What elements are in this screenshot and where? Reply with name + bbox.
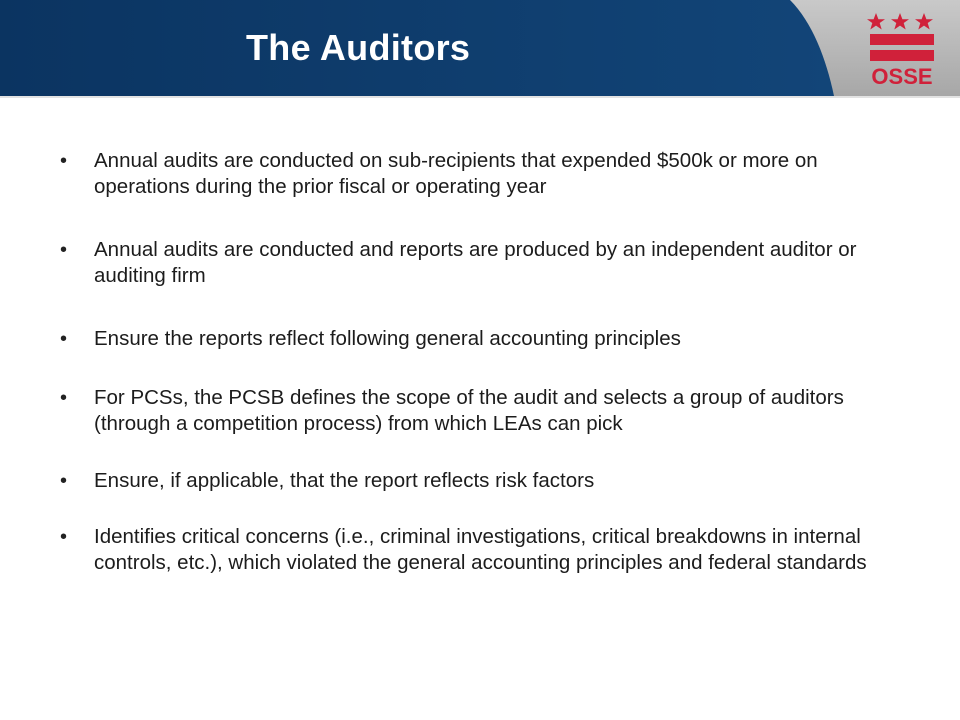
bullet-item <box>60 468 920 494</box>
bullet-item <box>60 385 920 437</box>
bullet-text: Annual audits are conducted and reports are produced by an independent auditor or auditing firm <box>94 238 857 287</box>
bullet-text: Ensure the reports reflect following general accounting principles <box>94 327 681 350</box>
logo-bar <box>870 34 934 45</box>
bullet-dot-icon: • <box>60 387 68 409</box>
bullet-item <box>60 326 920 352</box>
logo-text: OSSE <box>871 64 933 89</box>
logo-star-icon <box>915 13 933 30</box>
logo-bar <box>870 50 934 61</box>
header-banner <box>0 0 960 110</box>
bullet-text: For PCSs, the PCSB defines the scope of the audit and selects a group of auditors (through a competition process) from which LEAs can pick <box>94 386 844 435</box>
bullet-text: Annual audits are conducted on sub-recipients that expended $500k or more on operations during the prior fiscal or operating year <box>94 149 818 198</box>
logo-star-icon <box>891 13 909 30</box>
bullet-item <box>60 148 920 200</box>
bullet-item <box>60 524 920 576</box>
bullet-text: Identifies critical concerns (i.e., criminal investigations, critical breakdowns in internal controls, etc.), which violated the general accounting principles and federal standards <box>94 525 867 574</box>
osse-logo-icon <box>866 10 938 90</box>
bullet-dot-icon: • <box>60 526 68 548</box>
header-divider <box>0 96 960 98</box>
bullet-dot-icon: • <box>60 470 68 492</box>
bullet-dot-icon: • <box>60 328 68 350</box>
logo-star-icon <box>867 13 885 30</box>
bullet-item <box>60 237 920 289</box>
slide-title: The Auditors <box>246 27 471 68</box>
bullet-dot-icon: • <box>60 239 68 261</box>
bullet-dot-icon: • <box>60 150 68 172</box>
bullet-text: Ensure, if applicable, that the report reflects risk factors <box>94 469 595 492</box>
